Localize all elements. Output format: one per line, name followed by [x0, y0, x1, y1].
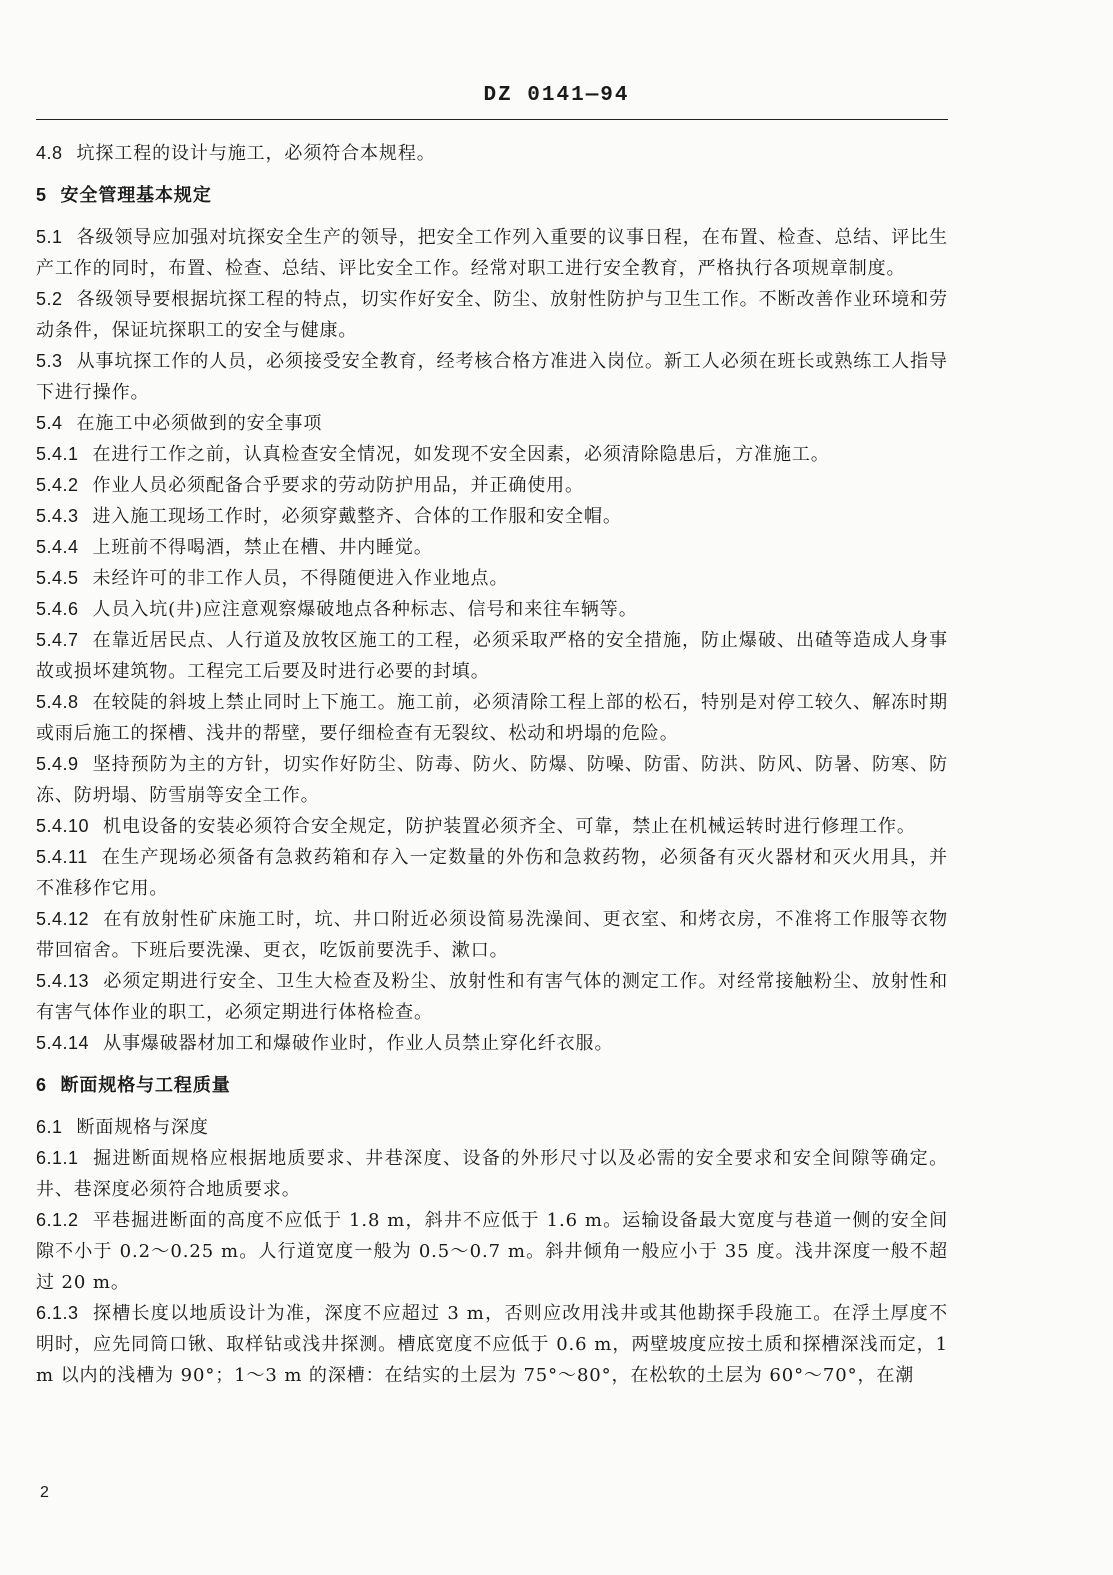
- clause-text: 在较陡的斜坡上禁止同时上下施工。施工前，必须清除工程上部的松石，特别是对停工较久、解冻时期或雨后施工的探槽、浅井的帮壁，要仔细检查有无裂纹、松动和坍塌的危险。: [36, 692, 948, 744]
- clause-text: 在有放射性矿床施工时，坑、井口附近必须设简易洗澡间、更衣室、和烤衣房，不准将工作服等衣物带回宿舍。下班后要洗澡、更衣，吃饭前要洗手、漱口。: [36, 909, 948, 961]
- clause-number: 6.1.1: [36, 1148, 79, 1168]
- clause-5-4-3: [36, 501, 948, 532]
- clause-number: 5.4.6: [36, 599, 79, 619]
- clause-5-4-9: [36, 749, 948, 811]
- clause-text: 各级领导要根据坑探工程的特点，切实作好安全、防尘、放射性防护与卫生工作。不断改善作业环境和劳动条件，保证坑探职工的安全与健康。: [36, 289, 948, 341]
- section-title: 断面规格与工程质量: [60, 1075, 231, 1096]
- clause-5-4-6: [36, 594, 948, 625]
- clause-number: 5.4: [36, 413, 63, 433]
- clause-number: 5.4.7: [36, 630, 79, 650]
- clause-5-4-13: [36, 966, 948, 1028]
- clause-number: 5.4.9: [36, 754, 79, 774]
- clause-text: 作业人员必须配备合乎要求的劳动防护用品，并正确使用。: [92, 475, 584, 496]
- clause-number: 5.4.13: [36, 971, 90, 991]
- section-title: 安全管理基本规定: [60, 185, 212, 206]
- clause-4-8: [36, 138, 948, 169]
- clause-number: 5.4.1: [36, 444, 79, 464]
- clause-6-1-1: [36, 1143, 948, 1205]
- clause-text: 在施工中必须做到的安全事项: [76, 413, 323, 434]
- clause-number: 5.4.12: [36, 909, 90, 929]
- clause-number: 6.1.2: [36, 1210, 79, 1230]
- section-number: 5: [36, 185, 47, 205]
- clause-text: 在生产现场必须备有急救药箱和存入一定数量的外伤和急救药物，必须备有灭火器材和灭火用具，并不准移作它用。: [36, 847, 948, 899]
- clause-number: 5.4.3: [36, 506, 79, 526]
- clause-5-4-2: [36, 470, 948, 501]
- clause-number: 5.4.2: [36, 475, 79, 495]
- document-code: DZ 0141—94: [483, 84, 630, 107]
- clause-number: 5.4.14: [36, 1033, 90, 1053]
- clause-text: 必须定期进行安全、卫生大检查及粉尘、放射性和有害气体的测定工作。对经常接触粉尘、放射性和有害气体作业的职工，必须定期进行体格检查。: [36, 971, 948, 1023]
- clause-text: 从事坑探工作的人员，必须接受安全教育，经考核合格方准进入岗位。新工人必须在班长或熟练工人指导下进行操作。: [36, 351, 948, 403]
- clause-number: 5.2: [36, 289, 63, 309]
- clause-text: 掘进断面规格应根据地质要求、井巷深度、设备的外形尺寸以及必需的安全要求和安全间隙等确定。井、巷深度必须符合地质要求。: [36, 1148, 948, 1200]
- section-heading-5: [36, 180, 948, 211]
- clause-text: 机电设备的安装必须符合安全规定，防护装置必须齐全、可靠，禁止在机械运转时进行修理工作。: [103, 816, 916, 837]
- clause-5-4-7: [36, 625, 948, 687]
- clause-5-4-8: [36, 687, 948, 749]
- clause-text: 坑探工程的设计与施工，必须符合本规程。: [76, 143, 436, 164]
- clause-text: 在进行工作之前，认真检查安全情况，如发现不安全因素，必须清除隐患后，方准施工。: [92, 444, 830, 465]
- clause-number: 5.4.5: [36, 568, 79, 588]
- clause-number: 5.4.10: [36, 816, 90, 836]
- clause-number: 5.4.8: [36, 692, 79, 712]
- clause-number: 5.1: [36, 227, 63, 247]
- clause-5-3: [36, 346, 948, 408]
- clause-5-4-5: [36, 563, 948, 594]
- clause-5-2: [36, 284, 948, 346]
- clause-6-1: [36, 1112, 948, 1143]
- clause-5-4-4: [36, 532, 948, 563]
- clause-number: 5.3: [36, 351, 63, 371]
- clause-5-1: [36, 222, 948, 284]
- clause-text: 探槽长度以地质设计为准，深度不应超过 3 m，否则应改用浅井或其他勘探手段施工。在浮土厚度不明时，应先同筒口锹、取样钻或浅井探测。槽底宽度不应低于 0.6 m，两壁坡度应按土质和探槽深浅而定，1 m 以内的浅槽为 90°；1～3 m 的深槽：在结实的土层为 75°～80°，在松软的土层为 60°～70°，在潮: [36, 1303, 948, 1386]
- clause-5-4-14: [36, 1028, 948, 1059]
- clause-5-4-11: [36, 842, 948, 904]
- clause-text: 断面规格与深度: [76, 1117, 209, 1138]
- document-body: [36, 138, 948, 1391]
- clause-number: 5.4.4: [36, 537, 79, 557]
- clause-5-4-1: [36, 439, 948, 470]
- clause-5-4: [36, 408, 948, 439]
- clause-5-4-10: [36, 811, 948, 842]
- page-number: 2: [40, 1484, 49, 1501]
- section-heading-6: [36, 1070, 948, 1101]
- clause-6-1-3: [36, 1298, 948, 1391]
- clause-text: 在靠近居民点、人行道及放牧区施工的工程，必须采取严格的安全措施，防止爆破、出碴等造成人身事故或损坏建筑物。工程完工后要及时进行必要的封填。: [36, 630, 948, 682]
- clause-text: 人员入坑(井)应注意观察爆破地点各种标志、信号和来往车辆等。: [92, 599, 638, 620]
- clause-5-4-12: [36, 904, 948, 966]
- clause-text: 各级领导应加强对坑探安全生产的领导，把安全工作列入重要的议事日程，在布置、检查、总结、评比生产工作的同时，布置、检查、总结、评比安全工作。经常对职工进行安全教育，严格执行各项规章制度。: [36, 227, 948, 279]
- clause-text: 未经许可的非工作人员，不得随便进入作业地点。: [92, 568, 509, 589]
- clause-text: 平巷掘进断面的高度不应低于 1.8 m，斜井不应低于 1.6 m。运输设备最大宽度与巷道一侧的安全间隙不小于 0.2～0.25 m。人行道宽度一般为 0.5～0.7 m。斜井倾角一般应小于 35 度。浅井深度一般不超过 20 m。: [36, 1210, 948, 1293]
- header-divider: [36, 119, 948, 120]
- clause-number: 6.1: [36, 1117, 63, 1137]
- clause-text: 坚持预防为主的方针，切实作好防尘、防毒、防火、防爆、防噪、防雷、防洪、防风、防暑、防寒、防冻、防坍塌、防雪崩等安全工作。: [36, 754, 948, 806]
- clause-number: 5.4.11: [36, 847, 88, 867]
- clause-text: 进入施工现场工作时，必须穿戴整齐、合体的工作服和安全帽。: [92, 506, 622, 527]
- clause-text: 上班前不得喝酒，禁止在槽、井内睡觉。: [92, 537, 433, 558]
- clause-number: 4.8: [36, 143, 63, 163]
- clause-6-1-2: [36, 1205, 948, 1298]
- clause-number: 6.1.3: [36, 1303, 79, 1323]
- section-number: 6: [36, 1075, 47, 1095]
- clause-text: 从事爆破器材加工和爆破作业时，作业人员禁止穿化纤衣服。: [103, 1033, 614, 1054]
